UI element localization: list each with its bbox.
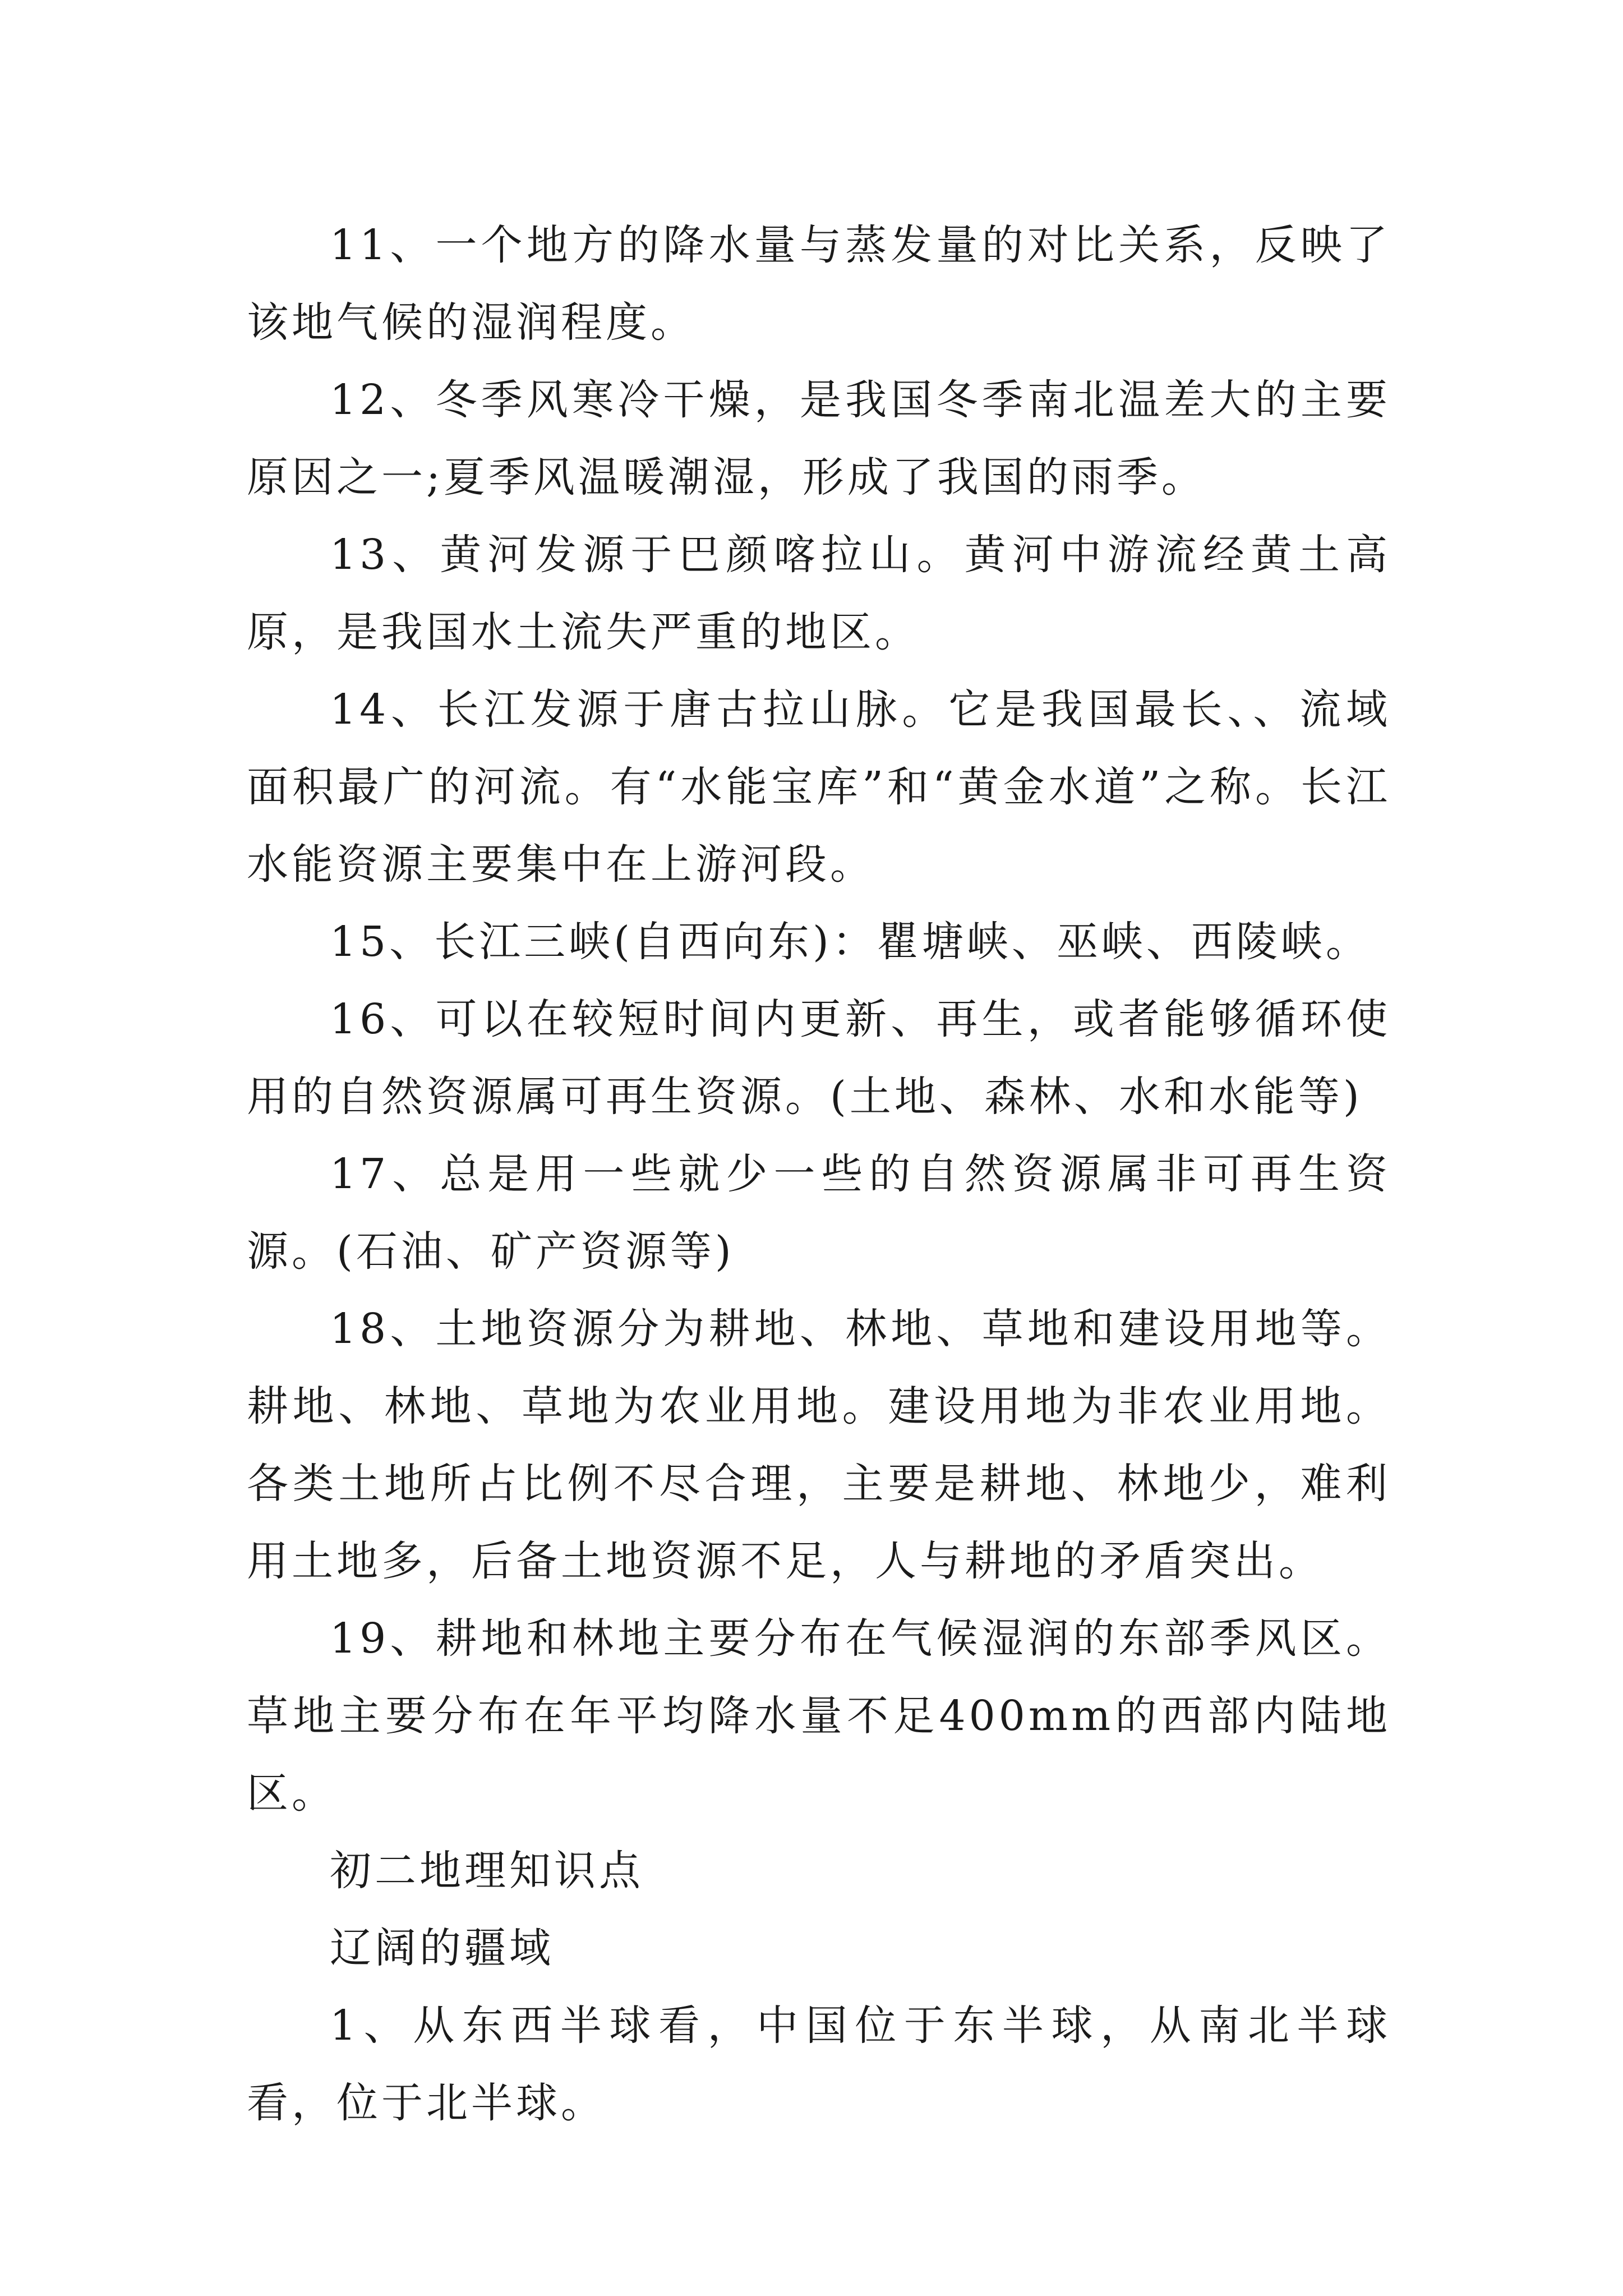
section-heading: 初二地理知识点 <box>330 1847 644 1895</box>
paragraph-18: 18、土地资源分为耕地、林地、草地和建设用地等。耕地、林地、草地为农业用地。建设用地为非农业用地。各类土地所占比例不尽合理，主要是耕地、林地少，难利用土地多，后备土地资源不足，人与耕地的矛盾突出。 <box>247 1305 1391 1585</box>
paragraph-1: 1、从东西半球看，中国位于东半球，从南北半球看，位于北半球。 <box>247 2001 1391 2127</box>
body-text <box>247 206 1391 2142</box>
paragraph-14: 14、长江发源于唐古拉山脉。它是我国最长、、流域面积最广的河流。有“水能宝库”和“黄金水道”之称。长江水能资源主要集中在上游河段。 <box>247 685 1391 889</box>
paragraph-17: 17、总是用一些就少一些的自然资源属非可再生资源。(石油、矿产资源等) <box>247 1150 1391 1276</box>
paragraph-11: 11、一个地方的降水量与蒸发量的对比关系，反映了该地气候的湿润程度。 <box>247 221 1391 347</box>
paragraph-13: 13、黄河发源于巴颜喀拉山。黄河中游流经黄土高原，是我国水土流失严重的地区。 <box>247 531 1391 656</box>
paragraph-12: 12、冬季风寒冷干燥，是我国冬季南北温差大的主要原因之一;夏季风温暖潮湿，形成了我国的雨季。 <box>247 376 1391 501</box>
paragraph-19: 19、耕地和林地主要分布在气候湿润的东部季风区。草地主要分布在年平均降水量不足400mm的西部内陆地区。 <box>247 1614 1391 1818</box>
paragraph-16: 16、可以在较短时间内更新、再生，或者能够循环使用的自然资源属可再生资源。(土地、森林、水和水能等) <box>247 995 1391 1121</box>
paragraph-15: 15、长江三峡(自西向东)：瞿塘峡、巫峡、西陵峡。 <box>330 918 1371 966</box>
subsection-heading: 辽阔的疆域 <box>330 1924 554 1972</box>
